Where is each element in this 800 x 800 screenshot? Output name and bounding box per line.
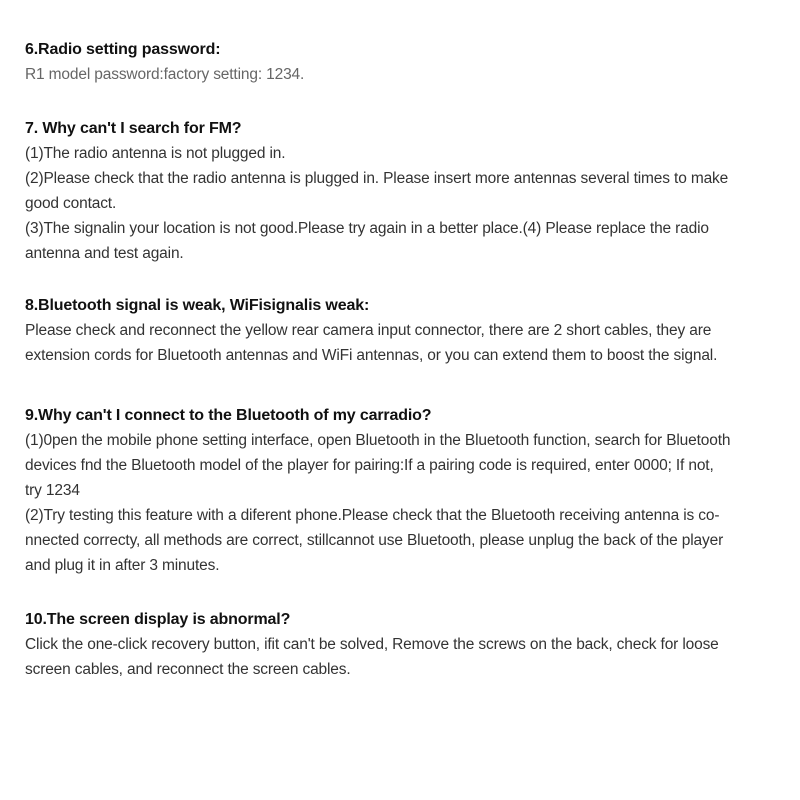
section-9-line-2: devices fnd the Bluetooth model of the player for pairing:If a pairing code is required, enter 0000; If not, [25, 457, 714, 474]
section-9-title: 9.Why can't I connect to the Bluetooth of my carradio? [25, 407, 432, 424]
section-6-line-1: R1 model password:factory setting: 1234. [25, 66, 305, 83]
section-7-title: 7. Why can't I search for FM? [25, 120, 242, 137]
section-7-line-4: (3)The signalin your location is not good.Please try again in a better place.(4) Please replace the radio [25, 220, 709, 237]
section-9-line-6: and plug it in after 3 minutes. [25, 557, 220, 574]
section-9-line-1: (1)0pen the mobile phone setting interface, open Bluetooth in the Bluetooth function, search for Bluetooth [25, 432, 731, 449]
section-7-line-1: (1)The radio antenna is not plugged in. [25, 145, 286, 162]
section-9-line-4: (2)Try testing this feature with a diferent phone.Please check that the Bluetooth receiving antenna is co- [25, 507, 720, 524]
section-7-line-2: (2)Please check that the radio antenna is plugged in. Please insert more antennas several times to make [25, 170, 729, 187]
section-6-title: 6.Radio setting password: [25, 41, 221, 58]
section-8-line-1: Please check and reconnect the yellow rear camera input connector, there are 2 short cables, they are [25, 322, 712, 339]
section-9-line-3: try 1234 [25, 482, 80, 499]
section-10-line-1: Click the one-click recovery button, ifit can't be solved, Remove the screws on the back, check for loose [25, 636, 719, 653]
section-8-title: 8.Bluetooth signal is weak, WiFisignalis weak: [25, 297, 370, 314]
section-10-title: 10.The screen display is abnormal? [25, 611, 291, 628]
section-9-line-5: nnected correcty, all methods are correct, stillcannot use Bluetooth, please unplug the back of the player [25, 532, 724, 549]
section-10-line-2: screen cables, and reconnect the screen cables. [25, 661, 351, 678]
section-8-line-2: extension cords for Bluetooth antennas and WiFi antennas, or you can extend them to boost the signal. [25, 347, 718, 364]
section-7-line-5: antenna and test again. [25, 245, 184, 262]
section-7-line-3: good contact. [25, 195, 117, 212]
